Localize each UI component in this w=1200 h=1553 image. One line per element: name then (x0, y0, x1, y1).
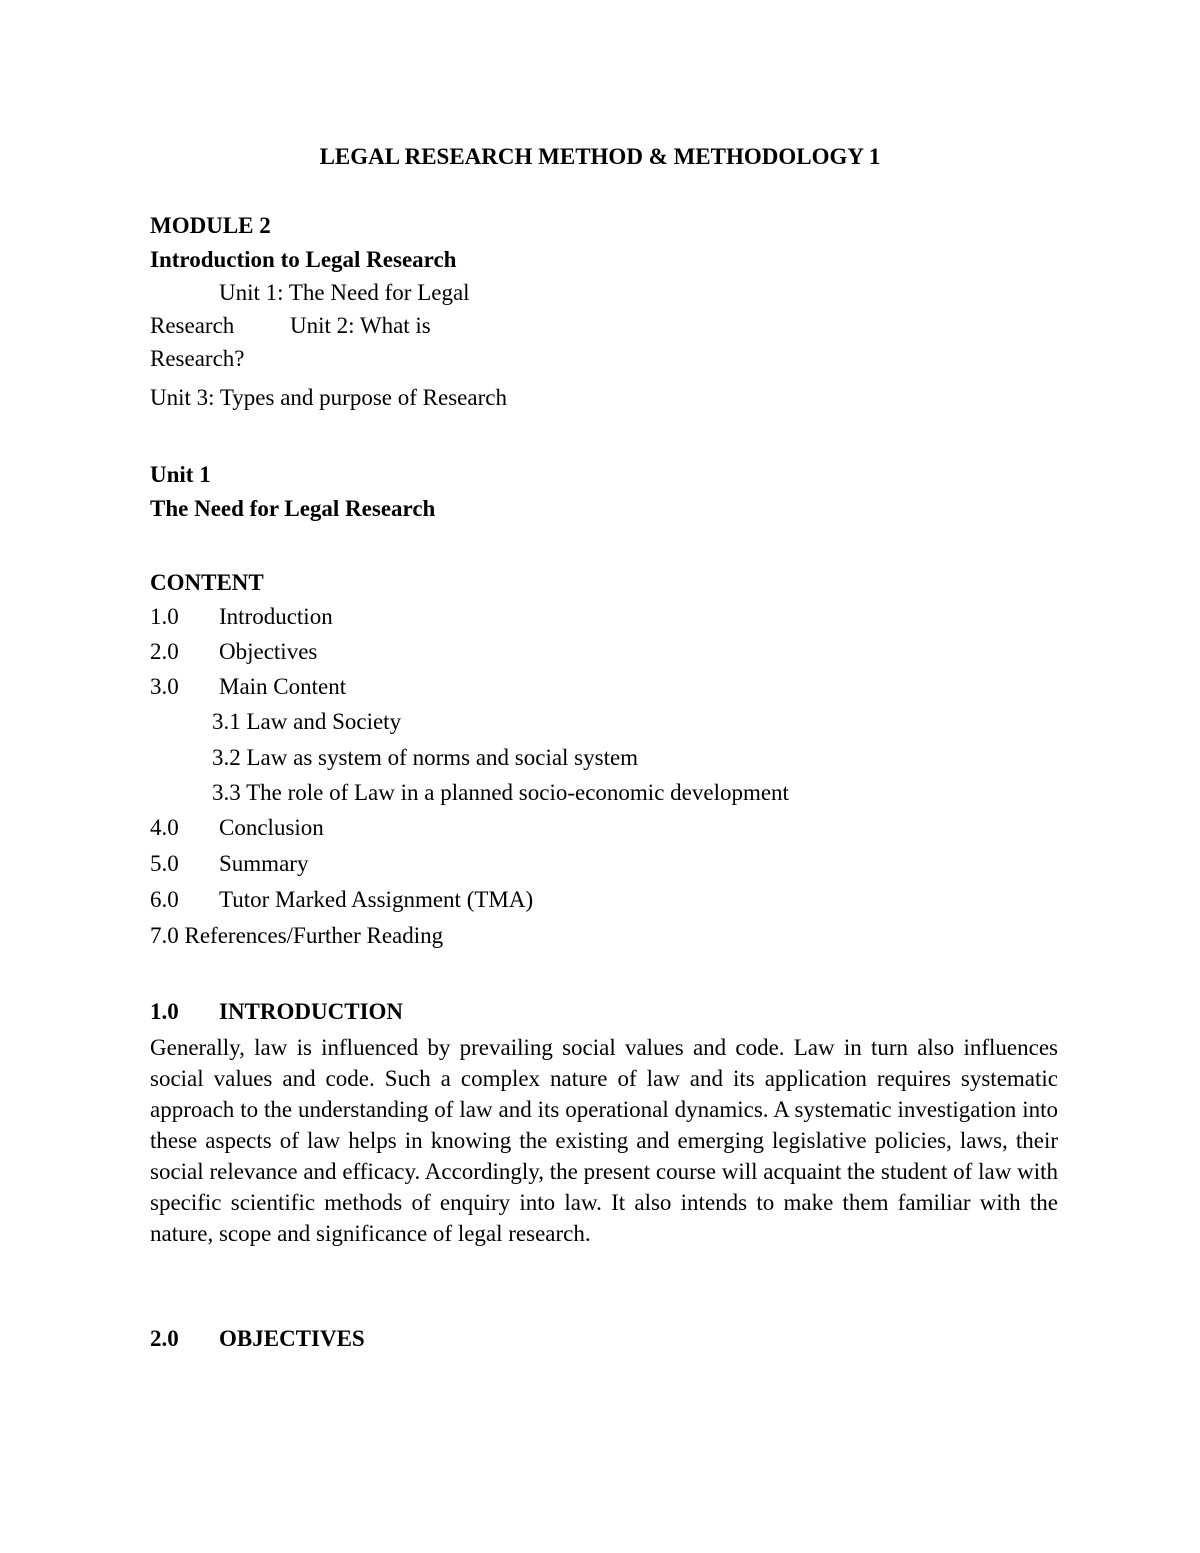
content-item-label: Introduction (219, 604, 333, 629)
content-item-label: Summary (219, 851, 309, 876)
document-title: LEGAL RESEARCH METHOD & METHODOLOGY 1 (319, 144, 881, 169)
content-item-number: 5.0 (150, 851, 179, 876)
content-item-number: 4.0 (150, 815, 179, 840)
content-item-number: 6.0 (150, 887, 179, 912)
content-subitem: 3.1 Law and Society (212, 709, 402, 734)
unit-list-line: Unit 2: What is (290, 313, 431, 338)
unit-list-line: Unit 3: Types and purpose of Research (150, 385, 507, 410)
content-item-number: 2.0 (150, 639, 179, 664)
section-number: 1.0 (150, 999, 179, 1024)
introduction-paragraph: Generally, law is influenced by prevailing social values and code. Law in turn also influences social values and code. Such a complex nature of law and its application requires systematic approach to the understanding of law and its operational dynamics. A systematic investigation into these aspects of law helps in knowing the existing and emerging legislative policies, laws, their social relevance and efficacy. Accordingly, the present course will acquaint the student of law with specific scientific methods of enquiry into law. It also intends to make them familiar with the nature, scope and significance of legal research. (150, 1035, 1058, 1246)
module-number: MODULE 2 (150, 213, 271, 238)
unit-list-line: Unit 1: The Need for Legal (219, 280, 470, 305)
unit-list-line: Research (150, 313, 235, 338)
unit-heading: Unit 1 (150, 462, 211, 487)
content-item-label: Objectives (219, 639, 318, 664)
section-number: 2.0 (150, 1326, 179, 1351)
content-subitem: 3.3 The role of Law in a planned socio-economic development (212, 780, 789, 805)
content-item-label: Tutor Marked Assignment (TMA) (219, 887, 534, 912)
content-subitem: 3.2 Law as system of norms and social system (212, 745, 639, 770)
content-item-full: 7.0 References/Further Reading (150, 923, 444, 948)
unit-title: The Need for Legal Research (150, 496, 436, 521)
content-item-label: Conclusion (219, 815, 324, 840)
content-item-number: 3.0 (150, 674, 179, 699)
section-heading-objectives: OBJECTIVES (219, 1326, 365, 1351)
content-heading: CONTENT (150, 570, 264, 595)
module-title: Introduction to Legal Research (150, 247, 457, 272)
unit-list-line: Research? (150, 346, 245, 371)
content-item-label: Main Content (219, 674, 347, 699)
content-item-number: 1.0 (150, 604, 179, 629)
section-heading-introduction: INTRODUCTION (219, 999, 404, 1024)
